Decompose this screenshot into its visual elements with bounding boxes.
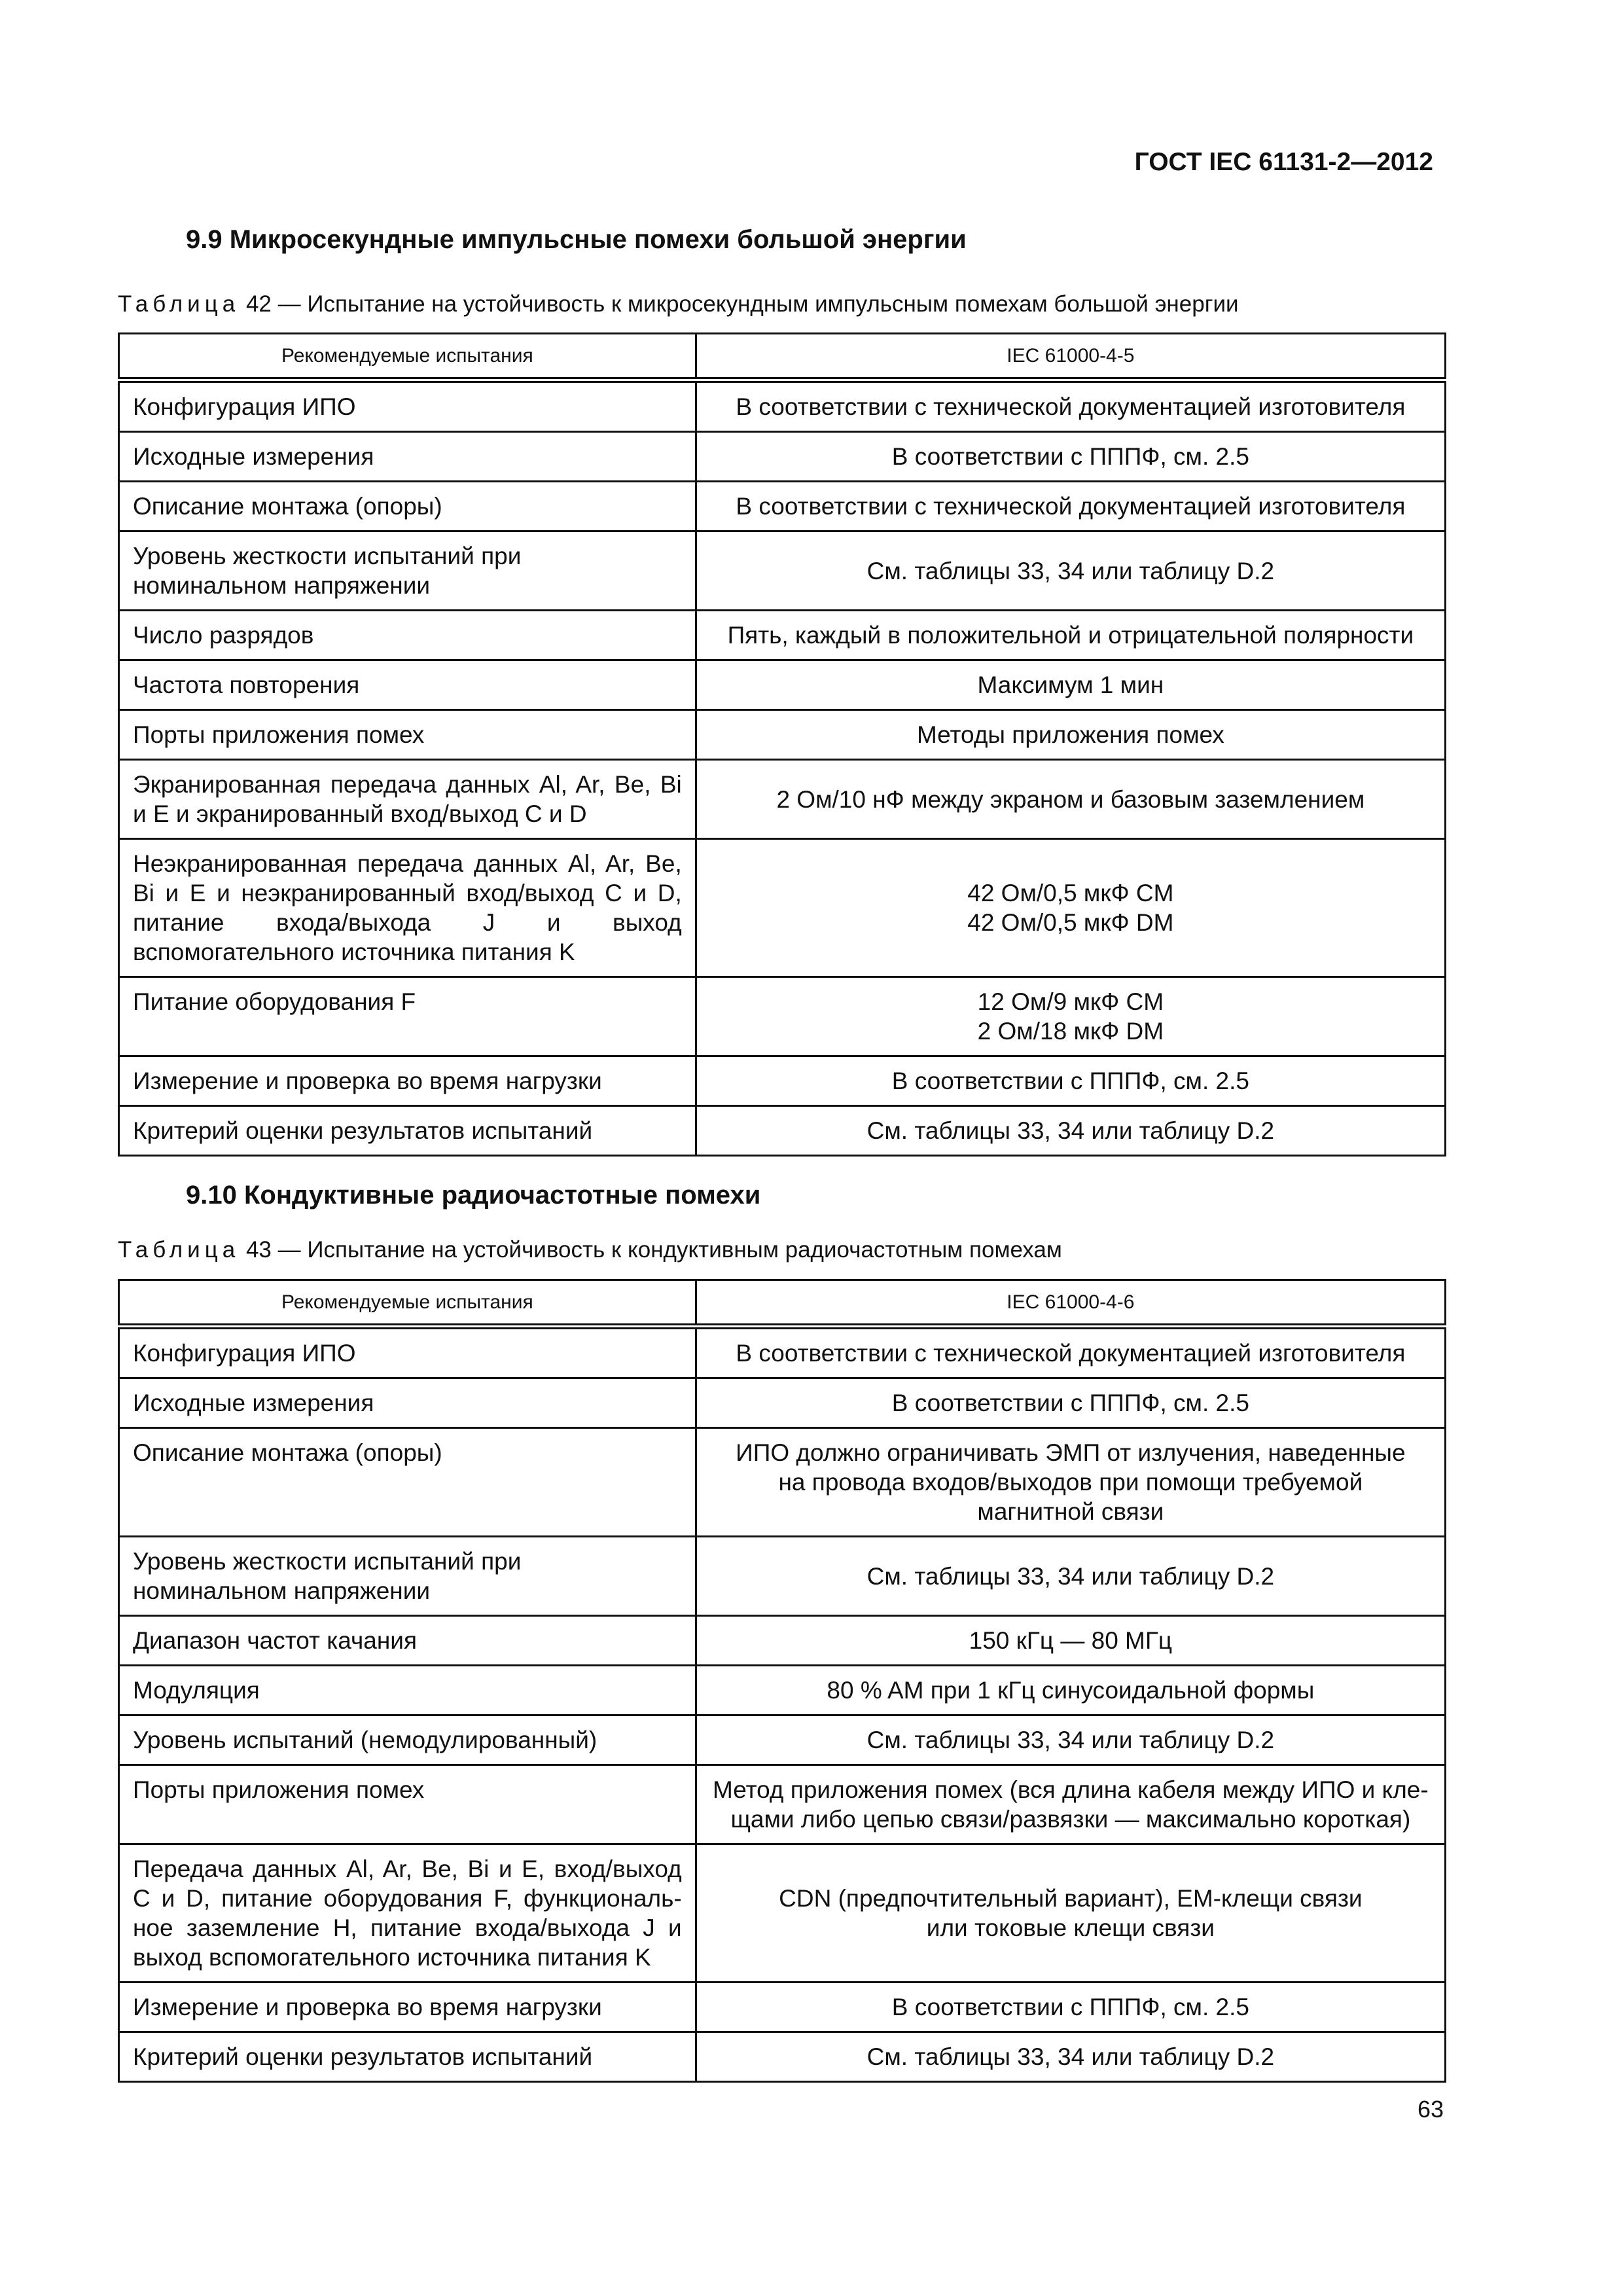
value-cell: См. таблицы 33, 34 или таблицу D.2: [696, 1106, 1445, 1156]
table-row: [119, 1765, 1446, 1844]
value-cell: Пять, каждый в положительной и отрицательной полярности: [696, 611, 1445, 660]
value-cell: В соответствии с технической документацией изготовителя: [696, 380, 1445, 432]
table-row: [119, 1666, 1446, 1715]
table-row: [119, 1378, 1446, 1428]
table-42: [118, 332, 1446, 1157]
value-cell: [696, 1844, 1445, 1982]
table-row: [119, 839, 1446, 977]
column-header: Рекомендуемые испытания: [119, 1280, 696, 1327]
value-line: на провода входов/выходов при помощи требуемой: [778, 1469, 1363, 1496]
table-row: [119, 1537, 1446, 1616]
table-row: [119, 1616, 1446, 1666]
value-cell: В соответствии с ПППФ, см. 2.5: [696, 1056, 1445, 1106]
table-row: [119, 1715, 1446, 1765]
value-cell: [696, 977, 1445, 1056]
value-cell: В соответствии с ПППФ, см. 2.5: [696, 1982, 1445, 2032]
value-cell: 80 % AM при 1 кГц синусоидальной формы: [696, 1666, 1445, 1715]
param-cell: Уровень жесткости испытаний при номинальном напряжении: [119, 531, 696, 611]
table-row: [119, 1056, 1446, 1106]
table-43-caption: [118, 1237, 1062, 1263]
param-cell: Измерение и проверка во время нагрузки: [119, 1982, 696, 2032]
table-row: [119, 380, 1446, 432]
value-cell: [696, 1428, 1445, 1537]
column-header: IEC 61000-4-6: [696, 1280, 1445, 1327]
param-cell: Неэкранированная передача данных Al, Ar, Be, Bi и E и неэкранированный вход/выход C и D, питание входа/выхода J и выход вспомогательного источника питания K: [119, 839, 696, 977]
param-cell: Уровень жесткости испытаний при номинальном напряжении: [119, 1537, 696, 1616]
value-cell: См. таблицы 33, 34 или таблицу D.2: [696, 2032, 1445, 2082]
section-heading-9-10: 9.10 Кондуктивные радиочастотные помехи: [186, 1181, 761, 1210]
value-cell: [696, 1765, 1445, 1844]
param-cell: Описание монтажа (опоры): [119, 1428, 696, 1537]
table-header-row: [119, 1280, 1446, 1327]
param-cell: Критерий оценки результатов испытаний: [119, 1106, 696, 1156]
column-header: IEC 61000-4-5: [696, 334, 1445, 380]
value-cell: Методы приложения помех: [696, 710, 1445, 760]
param-cell: Исходные измерения: [119, 1378, 696, 1428]
value-cell: См. таблицы 33, 34 или таблицу D.2: [696, 1715, 1445, 1765]
column-header: Рекомендуемые испытания: [119, 334, 696, 380]
value-cell: См. таблицы 33, 34 или таблицу D.2: [696, 531, 1445, 611]
value-cell: В соответствии с технической документацией изготовителя: [696, 1327, 1445, 1378]
table-row: [119, 660, 1446, 710]
value-line: 2 Ом/18 мкФ DM: [977, 1018, 1164, 1045]
table-row: [119, 611, 1446, 660]
caption-label: Таблица: [118, 291, 240, 317]
param-cell: Число разрядов: [119, 611, 696, 660]
value-cell: В соответствии с ПППФ, см. 2.5: [696, 1378, 1445, 1428]
value-line: 42 Ом/0,5 мкФ DM: [967, 909, 1174, 936]
table-row: [119, 710, 1446, 760]
caption-text: 43 — Испытание на устойчивость к кондуктивным радиочастотным помехам: [245, 1237, 1062, 1263]
table-header-row: [119, 334, 1446, 380]
table-row: [119, 760, 1446, 839]
value-line: магнитной связи: [977, 1498, 1164, 1525]
value-line: 12 Ом/9 мкФ CM: [977, 988, 1164, 1015]
table-row: [119, 432, 1446, 482]
param-cell: Уровень испытаний (немодулированный): [119, 1715, 696, 1765]
param-cell: Измерение и проверка во время нагрузки: [119, 1056, 696, 1106]
value-line: CDN (предпочтительный вариант), EM-клещи связи: [779, 1885, 1363, 1912]
value-cell: См. таблицы 33, 34 или таблицу D.2: [696, 1537, 1445, 1616]
table-row: [119, 531, 1446, 611]
table-42-caption: [118, 291, 1239, 317]
value-line: Метод приложения помех (вся длина кабеля между ИПО и кле-: [713, 1776, 1429, 1803]
value-cell: [696, 839, 1445, 977]
value-cell: В соответствии с ПППФ, см. 2.5: [696, 432, 1445, 482]
value-line: 42 Ом/0,5 мкФ CM: [967, 880, 1174, 906]
value-line: или токовые клещи связи: [926, 1914, 1215, 1941]
table-row: [119, 1844, 1446, 1982]
document-code: ГОСТ IEC 61131-2—2012: [1134, 148, 1433, 176]
param-cell: Экранированная передача данных Al, Ar, Be, Bi и E и экранированный вход/выход C и D: [119, 760, 696, 839]
value-cell: 2 Ом/10 нФ между экраном и базовым заземлением: [696, 760, 1445, 839]
param-cell: Конфигурация ИПО: [119, 380, 696, 432]
caption-text: 42 — Испытание на устойчивость к микросекундным импульсным помехам большой энергии: [245, 291, 1239, 317]
section-heading-9-9: 9.9 Микросекундные импульсные помехи большой энергии: [186, 225, 967, 254]
value-cell: В соответствии с технической документацией изготовителя: [696, 482, 1445, 531]
param-cell: Порты приложения помех: [119, 1765, 696, 1844]
param-cell: Критерий оценки результатов испытаний: [119, 2032, 696, 2082]
value-line: ИПО должно ограничивать ЭМП от излучения, наведенные: [736, 1439, 1406, 1466]
param-cell: Частота повторения: [119, 660, 696, 710]
page-number: 63: [1417, 2096, 1444, 2123]
param-cell: Исходные измерения: [119, 432, 696, 482]
caption-label: Таблица: [118, 1237, 240, 1263]
value-line: щами либо цепью связи/развязки — максимально короткая): [730, 1806, 1411, 1833]
value-cell: Максимум 1 мин: [696, 660, 1445, 710]
param-cell: Описание монтажа (опоры): [119, 482, 696, 531]
table-row: [119, 1327, 1446, 1378]
table-43: [118, 1279, 1446, 2083]
param-cell: Конфигурация ИПО: [119, 1327, 696, 1378]
param-cell: Питание оборудования F: [119, 977, 696, 1056]
table-row: [119, 482, 1446, 531]
value-cell: 150 кГц — 80 МГц: [696, 1616, 1445, 1666]
param-cell: Диапазон частот качания: [119, 1616, 696, 1666]
param-cell: Модуляция: [119, 1666, 696, 1715]
table-row: [119, 977, 1446, 1056]
table-row: [119, 1428, 1446, 1537]
param-cell: Передача данных Al, Ar, Be, Bi и E, вход/выход C и D, питание оборудования F, функциональ-ное заземление H, питание входа/выхода J и выход вспомогательного источника питания K: [119, 1844, 696, 1982]
table-row: [119, 1982, 1446, 2032]
table-row: [119, 2032, 1446, 2082]
param-cell: Порты приложения помех: [119, 710, 696, 760]
table-row: [119, 1106, 1446, 1156]
